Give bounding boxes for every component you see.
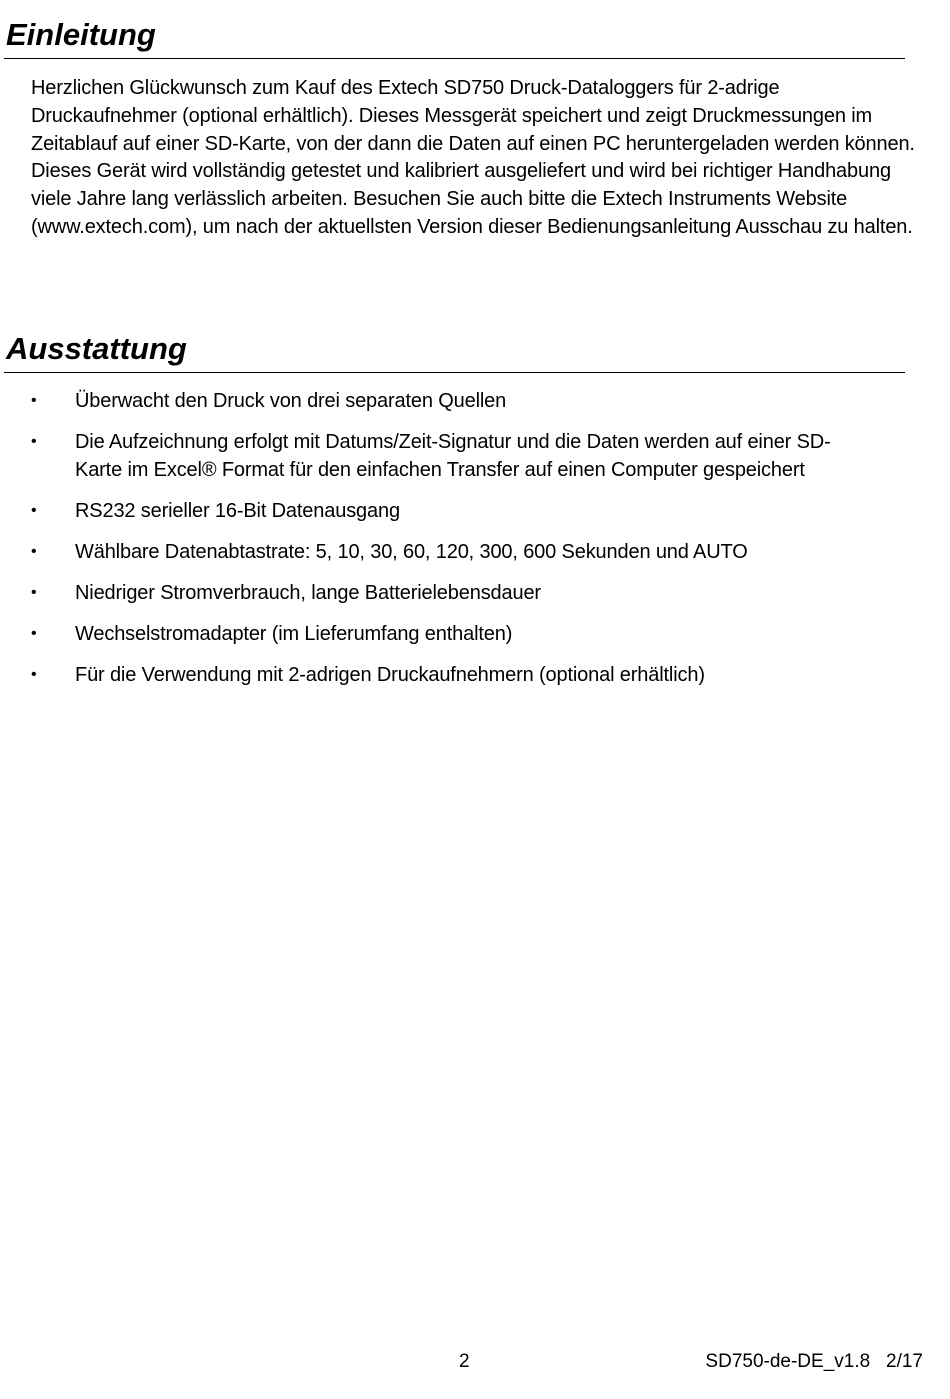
- bullet-icon: •: [31, 433, 37, 450]
- bullet-icon: •: [31, 543, 37, 560]
- list-item-text: Wählbare Datenabtastrate: 5, 10, 30, 60, 120, 300, 600 Sekunden und AUTO: [75, 541, 748, 563]
- bullet-icon: •: [31, 625, 37, 642]
- page-number: 2: [459, 1351, 470, 1372]
- list-item-text: Überwacht den Druck von drei separaten Quellen: [75, 390, 507, 412]
- list-item: [0, 579, 875, 607]
- heading-ausstattung: Ausstattung: [6, 331, 187, 366]
- document-id: SD750-de-DE_v1.8 2/17: [705, 1351, 923, 1372]
- list-item-text: Wechselstromadapter (im Lieferumfang enthalten): [75, 623, 513, 645]
- list-item: [0, 538, 875, 566]
- heading-rule-einleitung: [4, 58, 905, 59]
- heading-rule-ausstattung: [4, 372, 905, 373]
- intro-paragraph: Herzlichen Glückwunsch zum Kauf des Extech SD750 Druck-Dataloggers für 2-adrige Druckaufnehmer (optional erhältlich). Dieses Messgerät speichert und zeigt Druckmessungen im Zeitablauf auf einer SD-Karte, von der dann die Daten auf einen PC heruntergeladen werden können. Dieses Gerät wird vollständig getestet und kalibriert ausgeliefert und wird bei richtiger Handhabung viele Jahre lang verlässlich arbeiten. Besuchen Sie auch bitte die Extech Instruments Website (www.extech.com), um nach der aktuellsten Version dieser Bedienungsanleitung Ausschau zu halten.: [31, 77, 915, 238]
- list-item-text: RS232 serieller 16-Bit Datenausgang: [75, 500, 400, 522]
- list-item-text: Für die Verwendung mit 2-adrigen Druckaufnehmern (optional erhältlich): [75, 664, 705, 686]
- feature-list: [0, 387, 950, 702]
- bullet-icon: •: [31, 584, 37, 601]
- heading-einleitung: Einleitung: [6, 17, 156, 52]
- bullet-icon: •: [31, 502, 37, 519]
- list-item: [0, 428, 875, 484]
- bullet-icon: •: [31, 392, 37, 409]
- list-item: [0, 661, 875, 689]
- list-item-text: Niedriger Stromverbrauch, lange Batterielebensdauer: [75, 582, 541, 604]
- list-item: [0, 497, 875, 525]
- page-footer: [0, 1349, 950, 1375]
- list-item: [0, 387, 875, 415]
- bullet-icon: •: [31, 666, 37, 683]
- list-item-text: Die Aufzeichnung erfolgt mit Datums/Zeit-Signatur und die Daten werden auf einer SD-Karte im Excel® Format für den einfachen Transfer auf einen Computer gespeichert: [75, 431, 831, 481]
- list-item: [0, 620, 875, 648]
